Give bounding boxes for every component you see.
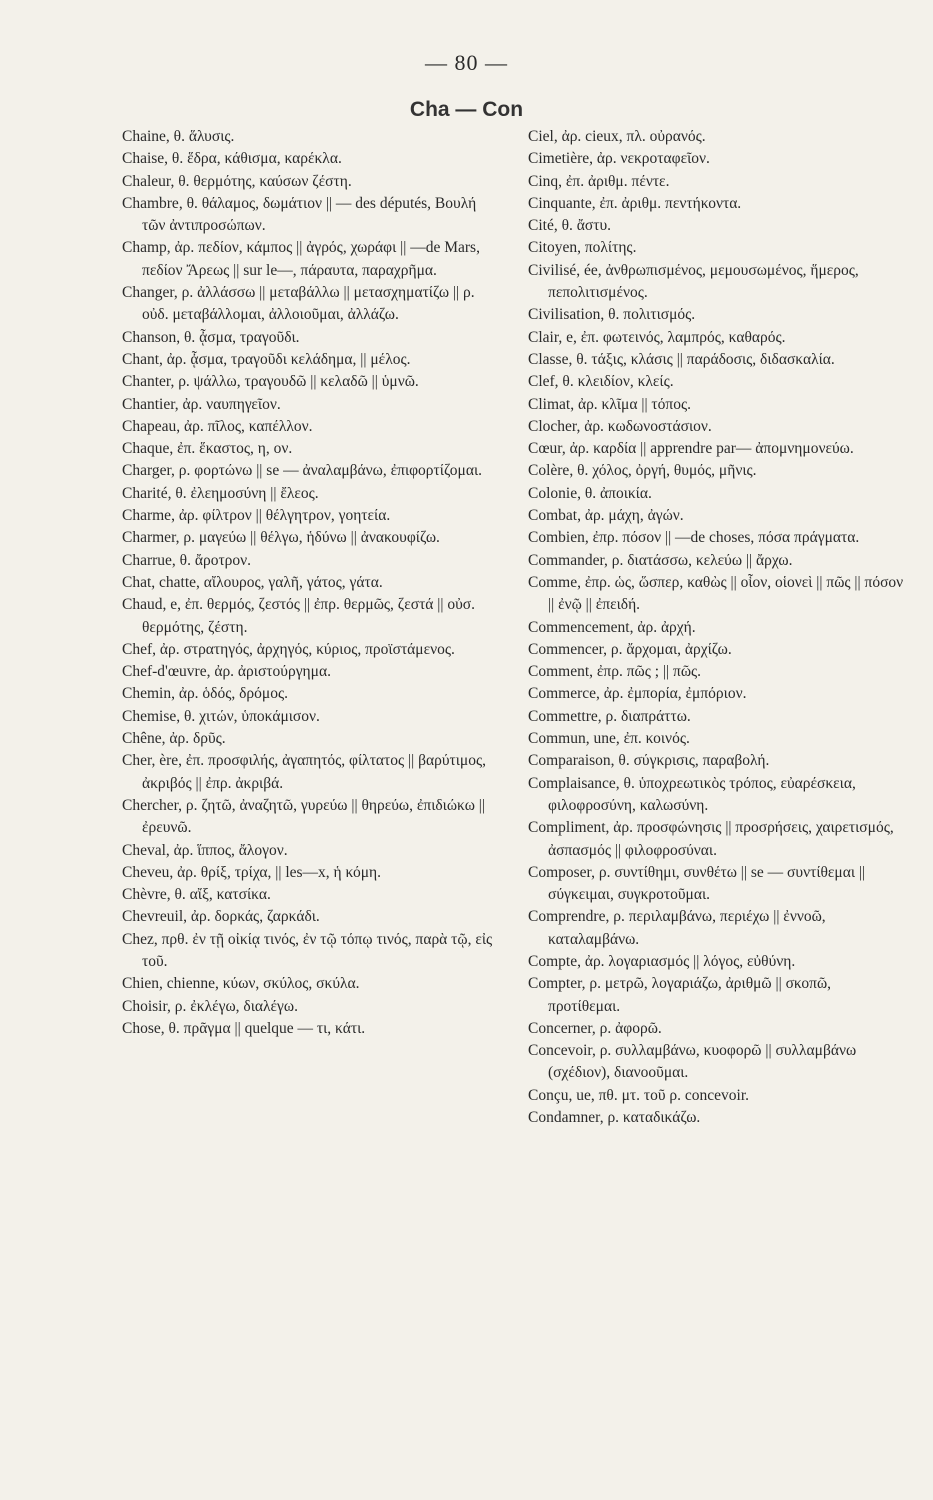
dictionary-entry: Chien, chienne, κύων, σκύλος, σκύλα. (122, 975, 360, 993)
dictionary-entry: Condamner, ρ. καταδικάζω. (528, 1109, 701, 1127)
dictionary-entry: Comparaison, θ. σύγκρισις, παραβολή. (528, 752, 770, 770)
dictionary-entry: Charger, ρ. φορτώνω || se — ἀναλαμβάνω, ἐπιφορτίζομαι. (122, 462, 483, 480)
dictionary-entry: Compliment, ἀρ. προσφώνησις || προσρήσεις, χαιρετισμός, ἀσπασμός || φιλοφροσύναι. (528, 819, 894, 859)
dictionary-entry: Compte, ἀρ. λογαριασμός || λόγος, εὐθύνη. (528, 952, 796, 970)
dictionary-entry: Chose, θ. πρᾶγμα || quelque — τι, κάτι. (122, 1019, 366, 1037)
left-column (122, 126, 502, 1040)
dictionary-entry: Charmer, ρ. μαγεύω || θέλγω, ἡδύνω || ἀνακουφίζω. (122, 529, 440, 547)
dictionary-entry: Chaud, e, ἐπ. θερμός, ζεστός || ἐπρ. θερμῶς, ζεστά || οὐσ. θερμότης, ζέστη. (122, 596, 476, 636)
dictionary-entry: Cheveu, ἀρ. θρίξ, τρίχα, || les—x, ἡ κόμη. (122, 863, 382, 881)
dictionary-entry: Chercher, ρ. ζητῶ, ἀναζητῶ, γυρεύω || θηρεύω, ἐπιδιώκω || ἐρευνῶ. (122, 796, 486, 837)
dictionary-entry: Chapeau, ἀρ. πῖλος, καπέλλον. (122, 417, 313, 435)
dictionary-entry: Chèvre, θ. αἴξ, κατσίκα. (122, 886, 271, 904)
dictionary-entry: Chaque, ἐπ. ἕκαστος, η, ον. (122, 440, 293, 458)
dictionary-entry: Conçu, ue, πθ. μτ. τοῦ ρ. concevoir. (528, 1086, 750, 1104)
dictionary-entry: Chat, chatte, αἴλουρος, γαλῆ, γάτος, γάτα. (122, 573, 383, 591)
dictionary-entry: Citoyen, πολίτης. (528, 239, 637, 257)
dictionary-entry: Chambre, θ. θάλαμος, δωμάτιον || — des députés, Βουλή τῶν ἀντιπροσώπων. (122, 194, 477, 235)
dictionary-entry: Commerce, ἀρ. ἐμπορία, ἐμπόριον. (528, 685, 747, 703)
dictionary-entry: Chef, ἀρ. στρατηγός, ἀρχηγός, κύριος, προϊστάμενος. (122, 640, 455, 658)
dictionary-entry: Clair, e, ἐπ. φωτεινός, λαμπρός, καθαρός. (528, 328, 786, 346)
dictionary-entry: Chanson, θ. ᾆσμα, τραγοῦδι. (122, 328, 300, 346)
dictionary-entry: Comme, ἐπρ. ὡς, ὥσπερ, καθὼς || οἷον, οἱονεὶ || πῶς || πόσον || ἐνῷ || ἐπειδή. (528, 573, 904, 614)
dictionary-entry: Combien, ἐπρ. πόσον || —de choses, πόσα πράγματα. (528, 529, 860, 547)
dictionary-entry: Charme, ἀρ. φίλτρον || θέλγητρον, γοητεία. (122, 507, 391, 525)
dictionary-entry: Chez, πρθ. ἐν τῇ οἰκίᾳ τινός, ἐν τῷ τόπῳ τινός, παρὰ τῷ, εἰς τοῦ. (122, 930, 493, 970)
dictionary-entry: Choisir, ρ. ἐκλέγω, διαλέγω. (122, 997, 298, 1015)
dictionary-entry: Clef, θ. κλειδίον, κλείς. (528, 373, 674, 391)
dictionary-entry: Changer, ρ. ἀλλάσσω || μεταβάλλω || μετασχηματίζω || ρ. οὐδ. μεταβάλλομαι, ἀλλοιοῦμαι, ἀλλάζω. (122, 284, 475, 324)
dictionary-entry: Chêne, ἀρ. δρῦς. (122, 730, 226, 748)
dictionary-entry: Climat, ἀρ. κλῖμα || τόπος. (528, 395, 691, 413)
running-head: Cha — Con (409, 98, 524, 121)
dictionary-entry: Champ, ἀρ. πεδίον, κάμπος || ἀγρός, χωράφι || —de Mars, πεδίον Ἄρεως || sur le—, πάραυτα, παραχρῆμα. (122, 239, 480, 279)
dictionary-entry: Commettre, ρ. διαπράττω. (528, 707, 691, 725)
dictionary-entry: Civilisation, θ. πολιτισμός. (528, 306, 696, 324)
dictionary-entry: Classe, θ. τάξις, κλάσις || παράδοσις, διδασκαλία. (528, 350, 835, 368)
dictionary-entry: Compter, ρ. μετρῶ, λογαριάζω, ἀριθμῶ || σκοπῶ, προτίθεμαι. (528, 975, 832, 1015)
dictionary-entry: Cinquante, ἐπ. ἀριθμ. πεντήκοντα. (528, 194, 742, 212)
dictionary-entry: Concerner, ρ. ἀφορῶ. (528, 1019, 662, 1037)
dictionary-entry: Clocher, ἀρ. κωδωνοστάσιον. (528, 417, 712, 435)
dictionary-entry: Chaleur, θ. θερμότης, καύσων ζέστη. (122, 172, 352, 190)
dictionary-entry: Chevreuil, ἀρ. δορκάς, ζαρκάδι. (122, 908, 320, 926)
dictionary-entry: Chanter, ρ. ψάλλω, τραγουδῶ || κελαδῶ || ὑμνῶ. (122, 373, 419, 391)
dictionary-entry: Comprendre, ρ. περιλαμβάνω, περιέχω || ἐννοῶ, καταλαμβάνω. (528, 908, 826, 948)
dictionary-entry: Chantier, ἀρ. ναυπηγεῖον. (122, 395, 281, 413)
dictionary-entry: Charité, θ. ἐλεημοσύνη || ἔλεος. (122, 484, 319, 502)
dictionary-entry: Cité, θ. ἄστυ. (528, 217, 612, 235)
dictionary-entry: Concevoir, ρ. συλλαμβάνω, κυοφορῶ || συλλαμβάνω (σχέδιον), διανοοῦμαι. (528, 1042, 857, 1082)
dictionary-entry: Comment, ἐπρ. πῶς ; || πῶς. (528, 663, 702, 681)
dictionary-entry: Chemin, ἀρ. ὁδός, δρόμος. (122, 685, 288, 703)
dictionary-entry: Cheval, ἀρ. ἵππος, ἄλογον. (122, 841, 288, 859)
dictionary-entry: Cœur, ἀρ. καρδία || apprendre par— ἀπομνημονεύω. (528, 440, 854, 458)
dictionary-entry: Commander, ρ. διατάσσω, κελεύω || ἄρχω. (528, 551, 793, 569)
dictionary-entry: Cimetière, ἀρ. νεκροταφεῖον. (528, 150, 710, 168)
dictionary-entry: Chaise, θ. ἕδρα, κάθισμα, καρέκλα. (122, 150, 342, 168)
dictionary-entry: Complaisance, θ. ὑποχρεωτικὸς τρόπος, εὐαρέσκεια, φιλοφροσύνη, καλωσύνη. (528, 774, 856, 814)
dictionary-entry: Chef-d'œuvre, ἀρ. ἀριστούργημα. (122, 663, 331, 681)
page-number: — 80 — (425, 50, 508, 75)
dictionary-entry: Commencer, ρ. ἄρχομαι, ἀρχίζω. (528, 640, 732, 658)
dictionary-entry: Chant, ἀρ. ᾆσμα, τραγοῦδι κελάδημα, || μέλος. (122, 350, 411, 368)
dictionary-entry: Combat, ἀρ. μάχη, ἀγών. (528, 507, 684, 525)
dictionary-entry: Colonie, θ. ἀποικία. (528, 484, 652, 502)
dictionary-entry: Commencement, ἀρ. ἀρχή. (528, 618, 696, 636)
dictionary-entry: Commun, une, ἐπ. κοινός. (528, 730, 690, 748)
dictionary-entry: Chemise, θ. χιτών, ὑποκάμισον. (122, 707, 320, 725)
dictionary-entry: Cinq, ἐπ. ἀριθμ. πέντε. (528, 172, 670, 190)
dictionary-entry: Civilisé, ée, ἀνθρωπισμένος, μεμουσωμένος, ἥμερος, πεπολιτισμένος. (528, 261, 859, 302)
dictionary-entry: Ciel, ἀρ. cieux, πλ. οὐρανός. (528, 128, 706, 145)
right-column (528, 126, 906, 1129)
dictionary-entry: Cher, ère, ἐπ. προσφιλής, ἀγαπητός, φίλτατος || βαρύτιμος, ἀκριβός || ἐπρ. ἀκριβά. (122, 752, 487, 792)
dictionary-entry: Colère, θ. χόλος, ὀργή, θυμός, μῆνις. (528, 462, 757, 480)
dictionary-entry: Composer, ρ. συντίθημι, συνθέτω || se — συντίθεμαι || σύγκειμαι, συγκροτοῦμαι. (528, 863, 866, 904)
dictionary-entry: Charrue, θ. ἄροτρον. (122, 551, 252, 569)
dictionary-entry: Chaine, θ. ἅλυσις. (122, 128, 235, 145)
